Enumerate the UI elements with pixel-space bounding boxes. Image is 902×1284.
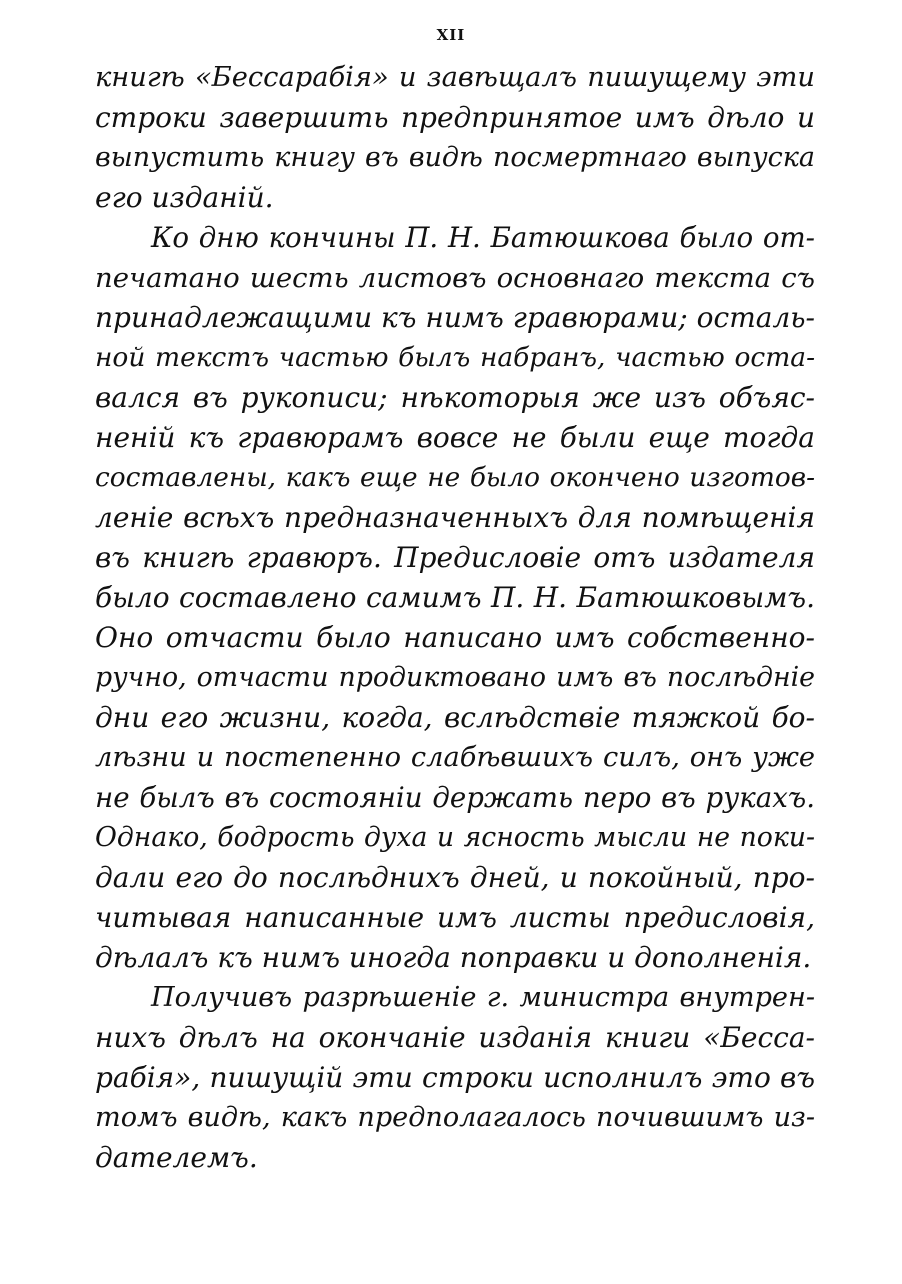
text-line: выпустить книгу въ видѣ посмертнаго выпуска [95,142,815,173]
text-line: печатано шесть листовъ основнаго текста съ [95,262,815,294]
text-line: дали его до послѣднихъ дней, и покойный, про- [95,861,815,894]
paragraph-2 [95,218,815,978]
text-line: составлены, какъ еще не было окончено изготов- [95,463,815,493]
text-line: томъ видѣ, какъ предполагалось почившимъ из- [95,1102,815,1133]
text-line: дни его жизни, когда, вслѣдствіе тяжкой бо- [95,701,815,734]
text-line: строки завершить предпринятое имъ дѣло и [95,101,815,134]
text-line: вался въ рукописи; нѣкоторыя же изъ объяс- [95,381,815,414]
text-line: дѣлалъ къ нимъ иногда поправки и дополненія. [95,941,812,974]
text-line: Ко дню кончины П. Н. Батюшкова было от- [151,221,815,254]
text-line: не былъ въ состояніи держать перо въ рукахъ. [95,781,815,814]
text-line: неній къ гравюрамъ вовсе не были еще тогда [95,421,815,454]
text-line: леніе всѣхъ предназначенныхъ для помѣщенія [95,501,815,534]
text-line: Оно отчасти было написано имъ собственно- [95,621,815,654]
paragraph-3 [95,978,815,1178]
paragraph-1 [95,58,815,218]
text-line: лѣзни и постепенно слабѣвшихъ силъ, онъ уже [95,742,815,773]
text-line: было составлено самимъ П. Н. Батюшковымъ. [95,581,815,614]
body-text [95,58,815,1178]
text-line: Однако, бодрость духа и ясность мысли не поки- [95,822,815,853]
text-line: дателемъ. [95,1141,258,1174]
text-line: въ книгѣ гравюръ. Предисловіе отъ издателя [95,541,815,574]
page-number: XII [436,26,466,44]
text-line: ручно, отчасти продиктовано имъ въ послѣдніе [95,662,815,693]
text-line: читывая написанные имъ листы предисловія, [95,901,815,934]
text-line: ной текстъ частью былъ набранъ, частью оста- [95,342,815,373]
text-line: нихъ дѣлъ на окончаніе изданія книги «Бесса- [95,1021,815,1054]
text-line: рабія», пишущій эти строки исполнилъ это въ [95,1061,815,1094]
text-line: принадлежащими къ нимъ гравюрами; осталь- [95,301,815,334]
text-line: его изданій. [95,181,274,214]
text-line: Получивъ разрѣшеніе г. министра внутрен- [151,982,815,1013]
text-line: книгѣ «Бессарабія» и завѣщалъ пишущему эти [95,62,815,93]
